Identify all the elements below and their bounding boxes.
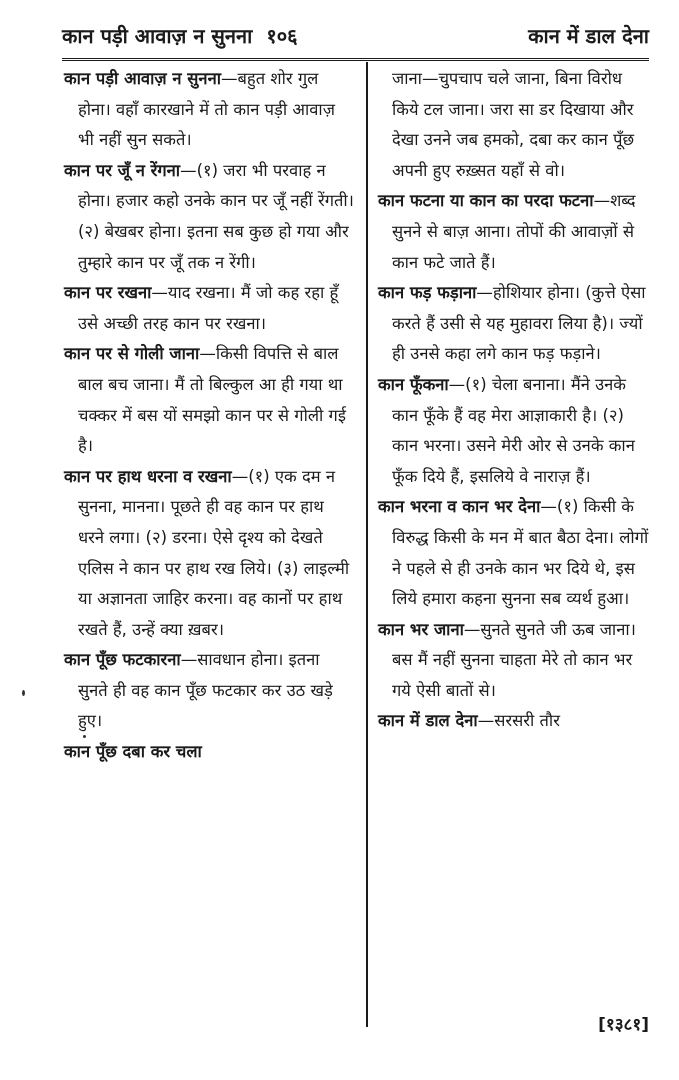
entry-definition: —सुनते सुनते जी ऊब जाना। बस मैं नहीं सुनना चाहता मेरे तो कान भर गये ऐसी बातों से। [392, 619, 636, 700]
dictionary-entry [64, 339, 354, 461]
dictionary-entry [64, 156, 354, 278]
entry-definition: —(१) चेला बनाना। मैंने उनके कान फूँके हैं वह मेरा आज्ञाकारी है। (२) कान भरना। उसने मेरी ओर से उनके कान फूँक दिये हैं, इसलिये वे नाराज़ हैं। [392, 374, 635, 486]
entry-headword: कान पड़ी आवाज़ न सुनना [64, 69, 222, 88]
entry-headword: कान पर जूँ न रेंगना [64, 160, 181, 180]
dictionary-entry [378, 186, 650, 278]
entry-definition: —सरसरी तौर [477, 711, 560, 731]
dictionary-entry [64, 645, 354, 737]
right-column [378, 64, 650, 737]
scan-speck [83, 735, 86, 738]
scan-speck [22, 690, 25, 696]
entry-headword: कान फटना या कान का परदा फटना [378, 191, 594, 211]
dictionary-entry [378, 615, 650, 707]
entry-definition: —(१) एक दम न सुनना, मानना। पूछते ही वह कान पर हाथ धरने लगा। (२) डरना। ऐसे दृश्य को देखते एलिस ने कान पर हाथ रख लिये। (३) लाइल्मी या अज्ञानता जाहिर करना। वह कानों पर हाथ रखते हैं, उन्हें क्या ख़बर। [78, 466, 350, 639]
dictionary-entry [64, 737, 354, 768]
entry-definition: —(१) जरा भी परवाह न होना। हजार कहो उनके कान पर जूँ नहीं रेंगती। (२) बेखबर होना। इतना सब कुछ हो गया और तुम्हारे कान पर जूँ तक न रेंगी। [78, 160, 354, 272]
entry-definition: —बहुत शोर गुल होना। वहाँ कारखाने में तो कान पड़ी आवाज़ भी नहीं सुन सकते। [78, 69, 335, 150]
entry-headword: कान पूँछ फटकारना [64, 650, 181, 670]
dictionary-entry [64, 278, 354, 339]
dictionary-entry [378, 278, 650, 370]
entry-definition: —शब्द सुनने से बाज़ आना। तोपों की आवाज़ों से कान फटे जाते हैं। [392, 191, 636, 272]
entry-headword: कान पर रखना [64, 283, 152, 303]
dictionary-entry [378, 370, 650, 492]
entry-headword: कान भर जाना [378, 619, 464, 639]
entry-definition: —किसी विपत्ति से बाल बाल बच जाना। मैं तो बिल्कुल आ ही गया था चक्कर में बस यों समझो कान पर से गोली गई है। [78, 344, 346, 456]
entry-definition: —सावधान होना। इतना सुनते ही वह कान पूँछ फटकार कर उठ खड़े हुए। [78, 650, 333, 731]
column-divider [366, 62, 368, 1027]
entry-headword: कान फड़ फड़ाना [378, 283, 477, 303]
dictionary-entry [378, 492, 650, 614]
dictionary-entry [378, 706, 650, 737]
left-column [64, 64, 354, 768]
entry-definition: जाना—चुपचाप चले जाना, बिना विरोध किये टल जाना। जरा सा डर दिखाया और देखा उनने जब हमको, दबा कर कान पूँछ अपनी हुए रुख़्सत यहाँ से वो। [392, 69, 635, 180]
header-left-title: कान पड़ी आवाज़ न सुनना [62, 24, 253, 48]
header-left [62, 20, 298, 52]
entry-definition: —होशियार होना। (कुत्ते ऐसा करते हैं उसी से यह मुहावरा लिया है)। ज्यों ही उनसे कहा लगे कान फड़ फड़ाने। [392, 283, 646, 364]
entry-headword: कान भरना व कान भर देना [378, 497, 541, 517]
page-number: १०६ [266, 24, 298, 48]
entry-headword: कान पूँछ दबा कर चला [64, 742, 202, 762]
entry-definition: —याद रखना। मैं जो कह रहा हूँ उसे अच्छी तरह कान पर रखना। [78, 283, 339, 333]
header-right-title: कान में डाल देना [528, 24, 649, 48]
entry-definition: —(१) किसी के विरुद्ध किसी के मन में बात बैठा देना। लोगों ने पहले से ही उनके कान भर दिये थे, इस लिये हमारा कहना सुनना सब व्यर्थ हुआ। [392, 497, 649, 609]
entry-headword: कान पर हाथ धरना व रखना [64, 466, 232, 486]
dictionary-entry [64, 462, 354, 646]
printer-signature: [१३८१] [598, 1015, 649, 1035]
running-header [62, 20, 649, 52]
entry-headword: कान पर से गोली जाना [64, 344, 200, 364]
dictionary-entry [64, 64, 354, 156]
header-rule [62, 58, 649, 61]
entry-headword: कान फूँकना [378, 374, 449, 394]
entry-headword: कान में डाल देना [378, 711, 478, 731]
dictionary-entry-continued [378, 64, 650, 186]
